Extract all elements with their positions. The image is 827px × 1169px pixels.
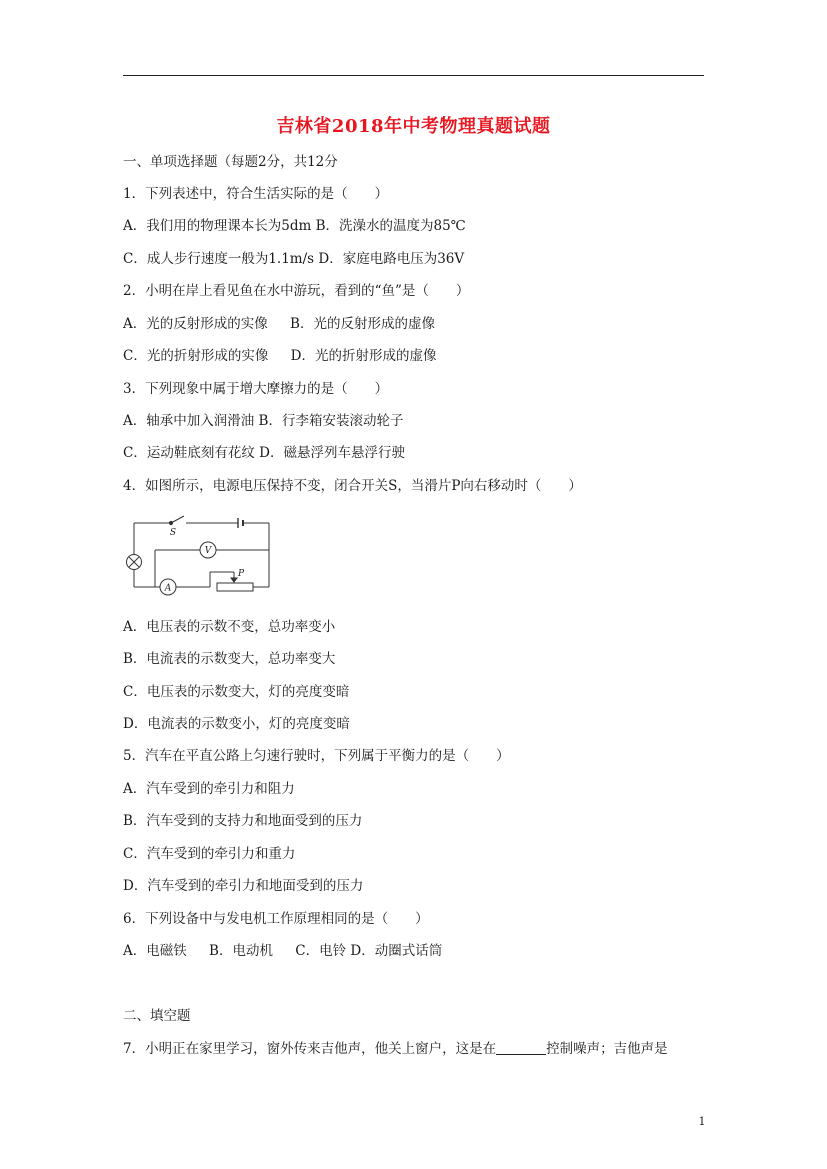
q5-stem: 5．汽车在平直公路上匀速行驶时，下列属于平衡力的是（ ） — [123, 748, 510, 764]
q3-option-d: D．磁悬浮列车悬浮行驶 — [259, 445, 405, 461]
page-title: 吉林省2018年中考物理真题试题 — [276, 116, 551, 137]
q5-option-d: D．汽车受到的牵引力和地面受到的压力 — [123, 878, 364, 894]
label-ammeter-a: A — [164, 583, 172, 594]
q4-circuit-diagram — [122, 512, 274, 596]
q6-option-c: C．电铃 — [295, 943, 347, 959]
label-switch-s: S — [169, 528, 177, 538]
q3-option-c: C．运动鞋底刻有花纹 — [123, 445, 255, 461]
q5-option-c: C．汽车受到的牵引力和重力 — [123, 846, 296, 862]
q2-options-cd — [123, 347, 436, 365]
q7-stem — [123, 1040, 668, 1058]
q1-stem: 1．下列表述中，符合生活实际的是（ ） — [123, 186, 389, 202]
q5-option-b: B．汽车受到的支持力和地面受到的压力 — [123, 813, 363, 829]
q3-stem: 3．下列现象中属于增大摩擦力的是（ ） — [123, 381, 389, 397]
slider-arrow — [231, 578, 237, 582]
page-number: 1 — [698, 1115, 706, 1128]
q6-option-d: D．动圈式话筒 — [350, 943, 443, 959]
q1-option-d: D．家庭电路电压为36V — [318, 251, 465, 267]
switch-blade — [171, 516, 184, 523]
q5-option-a: A．汽车受到的牵引力和阻力 — [123, 781, 295, 797]
q2-option-b: B．光的反射形成的虚像 — [290, 316, 435, 332]
q3-option-b: B．行李箱安装滚动轮子 — [258, 413, 404, 429]
q2-option-d: D．光的折射形成的虚像 — [290, 348, 437, 364]
q1-option-b: B．洗澡水的温度为85℃ — [315, 218, 466, 234]
q6-option-a: A．电磁铁 — [123, 943, 187, 959]
section-2-header: 二、填空题 — [123, 1008, 191, 1024]
q7-stem-before: 7．小明正在家里学习，窗外传来吉他声，他关上窗户，这是在 — [123, 1041, 497, 1057]
q6-options — [123, 942, 442, 960]
q2-stem: 2．小明在岸上看见鱼在水中游玩，看到的“鱼”是（ ） — [123, 283, 470, 299]
q3-options-ab — [123, 412, 403, 430]
q4-option-a: A．电压表的示数不变，总功率变小 — [123, 619, 336, 635]
q2-options-ab — [123, 315, 435, 333]
q1-options-cd — [123, 250, 464, 268]
q1-option-c: C．成人步行速度一般为1.1m/s — [123, 251, 315, 267]
q4-stem: 4．如图所示，电源电压保持不变，闭合开关S，当滑片P向右移动时（ ） — [123, 478, 582, 494]
q2-option-c: C．光的折射形成的实像 — [123, 348, 269, 364]
label-voltmeter-v: V — [204, 546, 212, 556]
q4-option-d: D．电流表的示数变小，灯的亮度变暗 — [123, 716, 350, 732]
rheostat-symbol — [217, 583, 253, 591]
q7-stem-after: 控制噪声；吉他声是 — [546, 1041, 668, 1057]
label-slider-p: P — [237, 569, 245, 579]
section-1-header: 一、单项选择题（每题2分，共12分 — [123, 154, 338, 170]
q3-option-a: A．轴承中加入润滑油 — [123, 413, 255, 429]
q7-answer-blank[interactable] — [496, 1040, 546, 1055]
q1-option-a: A．我们用的物理课本长为5dm — [123, 218, 312, 234]
q6-stem: 6．下列设备中与发电机工作原理相同的是（ ） — [123, 911, 429, 927]
q3-options-cd — [123, 444, 405, 462]
q4-option-b: B．电流表的示数变大，总功率变大 — [123, 651, 336, 667]
header-rule — [123, 75, 704, 76]
q6-option-b: B．电动机 — [209, 943, 273, 959]
q4-option-c: C．电压表的示数变大，灯的亮度变暗 — [123, 684, 350, 700]
q1-options-ab — [123, 217, 466, 235]
q2-option-a: A．光的反射形成的实像 — [123, 316, 268, 332]
